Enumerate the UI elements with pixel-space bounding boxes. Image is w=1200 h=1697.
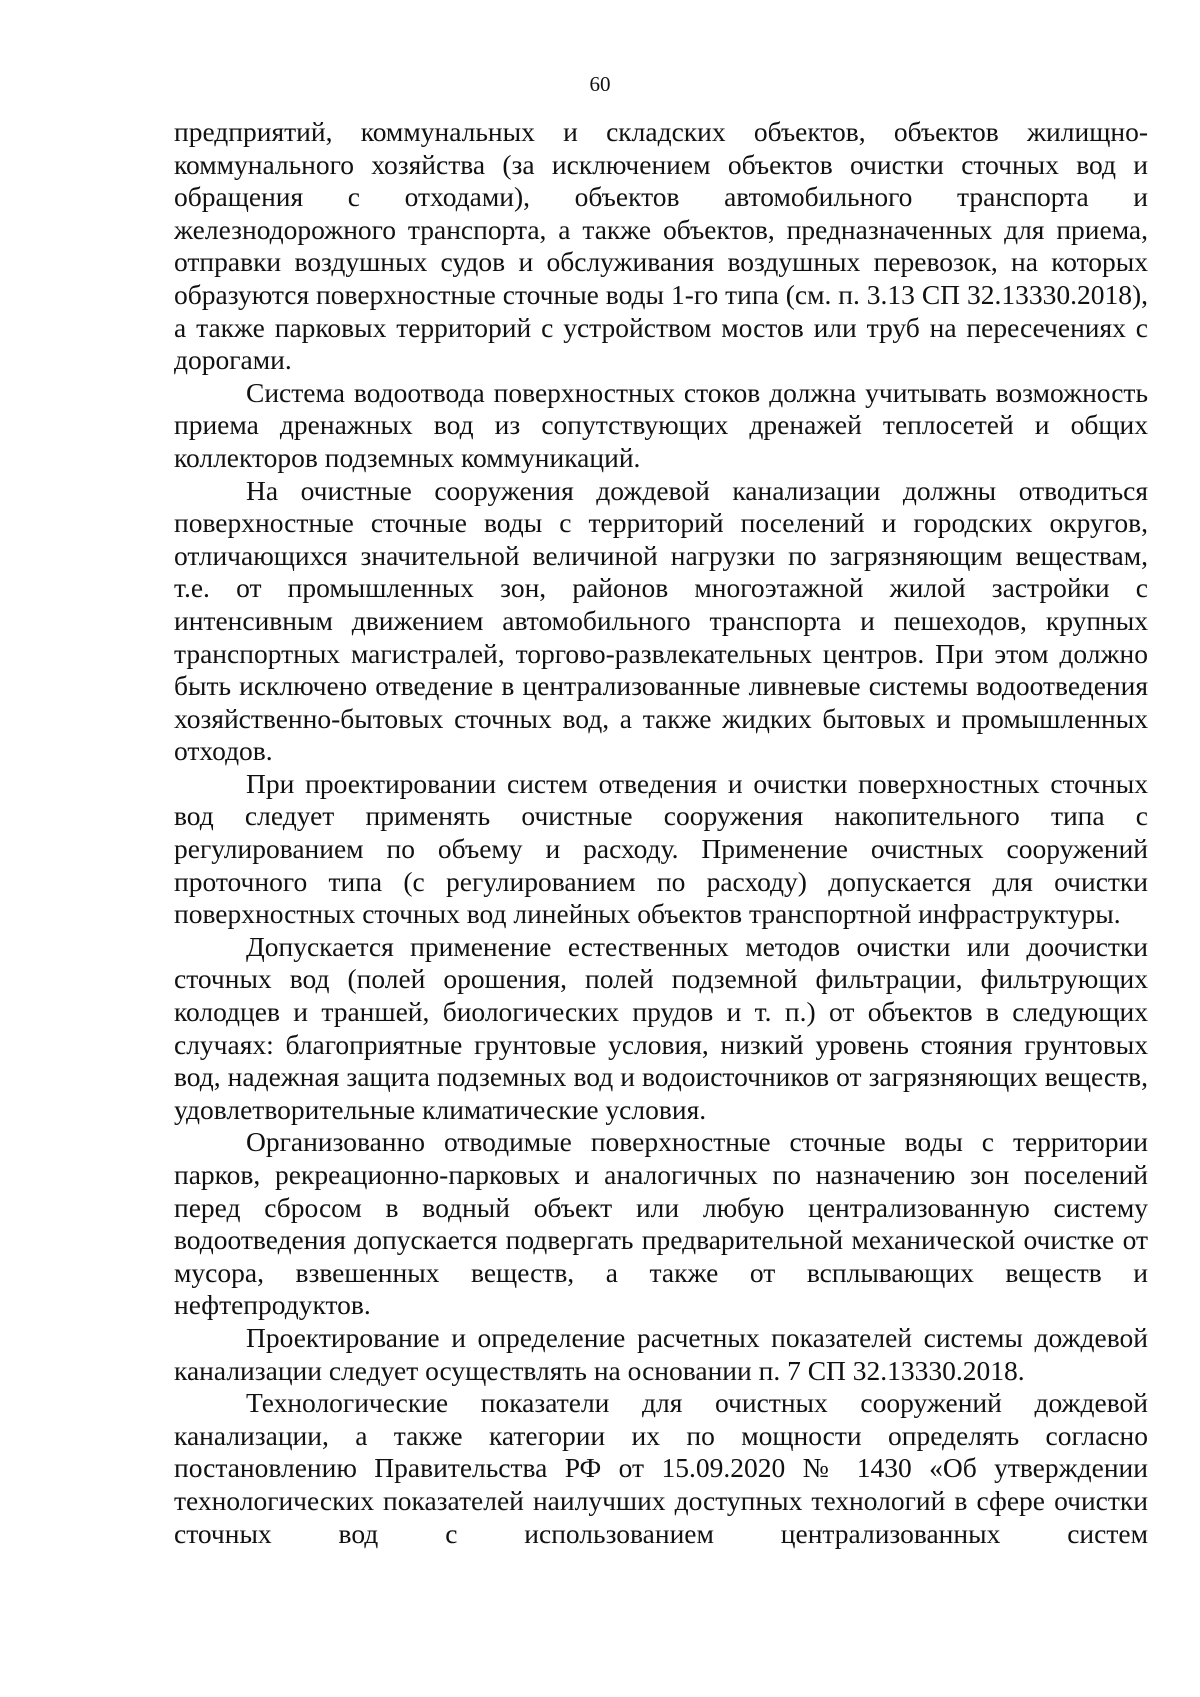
paragraph-park-runoff: Организованно отводимые поверхностные сточные воды с территории парков, рекреационно-парковых и аналогичных по назначению зон поселений перед сбросом в водный объект или любую централизованную систему водоотведения допускается подвергать предварительной механической очистке от мусора, взвешенных веществ, а также от всплывающих веществ и нефтепродуктов. bbox=[174, 1126, 1148, 1321]
paragraph-design-calculation: Проектирование и определение расчетных показателей системы дождевой канализации следует осуществлять на основании п. 7 СП 32.13330.2018. bbox=[174, 1321, 1148, 1386]
document-body bbox=[174, 116, 1148, 1550]
paragraph-design-systems: При проектировании систем отведения и очистки поверхностных сточных вод следует применять очистные сооружения накопительного типа с регулированием по объему и расходу. Применение очистных сооружений проточного типа (с регулированием по расходу) допускается для очистки поверхностных сточных вод линейных объектов транспортной инфраструктуры. bbox=[174, 767, 1148, 930]
paragraph-technological-indicators: Технологические показатели для очистных сооружений дождевой канализации, а также категории их по мощности определять согласно постановлению Правительства РФ от 15.09.2020 № 1430 «Об утверждении технологических показателей наилучших доступных технологий в сфере очистки сточных вод с использованием централизованных систем bbox=[174, 1387, 1148, 1549]
paragraph-treatment-facilities: На очистные сооружения дождевой канализации должны отводиться поверхностные сточные воды с территорий поселений и городских округов, отличающихся значительной величиной нагрузки по загрязняющим веществам, т.е. от промышленных зон, районов многоэтажной жилой застройки с интенсивным движением автомобильного транспорта и пешеходов, крупных транспортных магистралей, торгово-развлекательных центров. При этом должно быть исключено отведение в централизованные ливневые системы водоотведения хозяйственно-бытовых сточных вод, а также жидких бытовых и промышленных отходов. bbox=[174, 474, 1148, 767]
paragraph-drainage-system: Система водоотвода поверхностных стоков должна учитывать возможность приема дренажных вод из сопутствующих дренажей теплосетей и общих коллекторов подземных коммуникаций. bbox=[174, 376, 1148, 473]
paragraph-continuation: предприятий, коммунальных и складских объектов, объектов жилищно-коммунального хозяйства (за исключением объектов очистки сточных вод и обращения с отходами), объектов автомобильного транспорта и железнодорожного транспорта, а также объектов, предназначенных для приема, отправки воздушных судов и обслуживания воздушных перевозок, на которых образуются поверхностные сточные воды 1-го типа (см. п. 3.13 СП 32.13330.2018), а также парковых территорий с устройством мостов или труб на пересечениях с дорогами. bbox=[174, 116, 1148, 376]
paragraph-natural-methods: Допускается применение естественных методов очистки или доочистки сточных вод (полей орошения, полей подземной фильтрации, фильтрующих колодцев и траншей, биологических прудов и т. п.) от объектов в следующих случаях: благоприятные грунтовые условия, низкий уровень стояния грунтовых вод, надежная защита подземных вод и водоисточников от загрязняющих веществ, удовлетворительные климатические условия. bbox=[174, 930, 1148, 1125]
page-number: 60 bbox=[589, 72, 611, 96]
